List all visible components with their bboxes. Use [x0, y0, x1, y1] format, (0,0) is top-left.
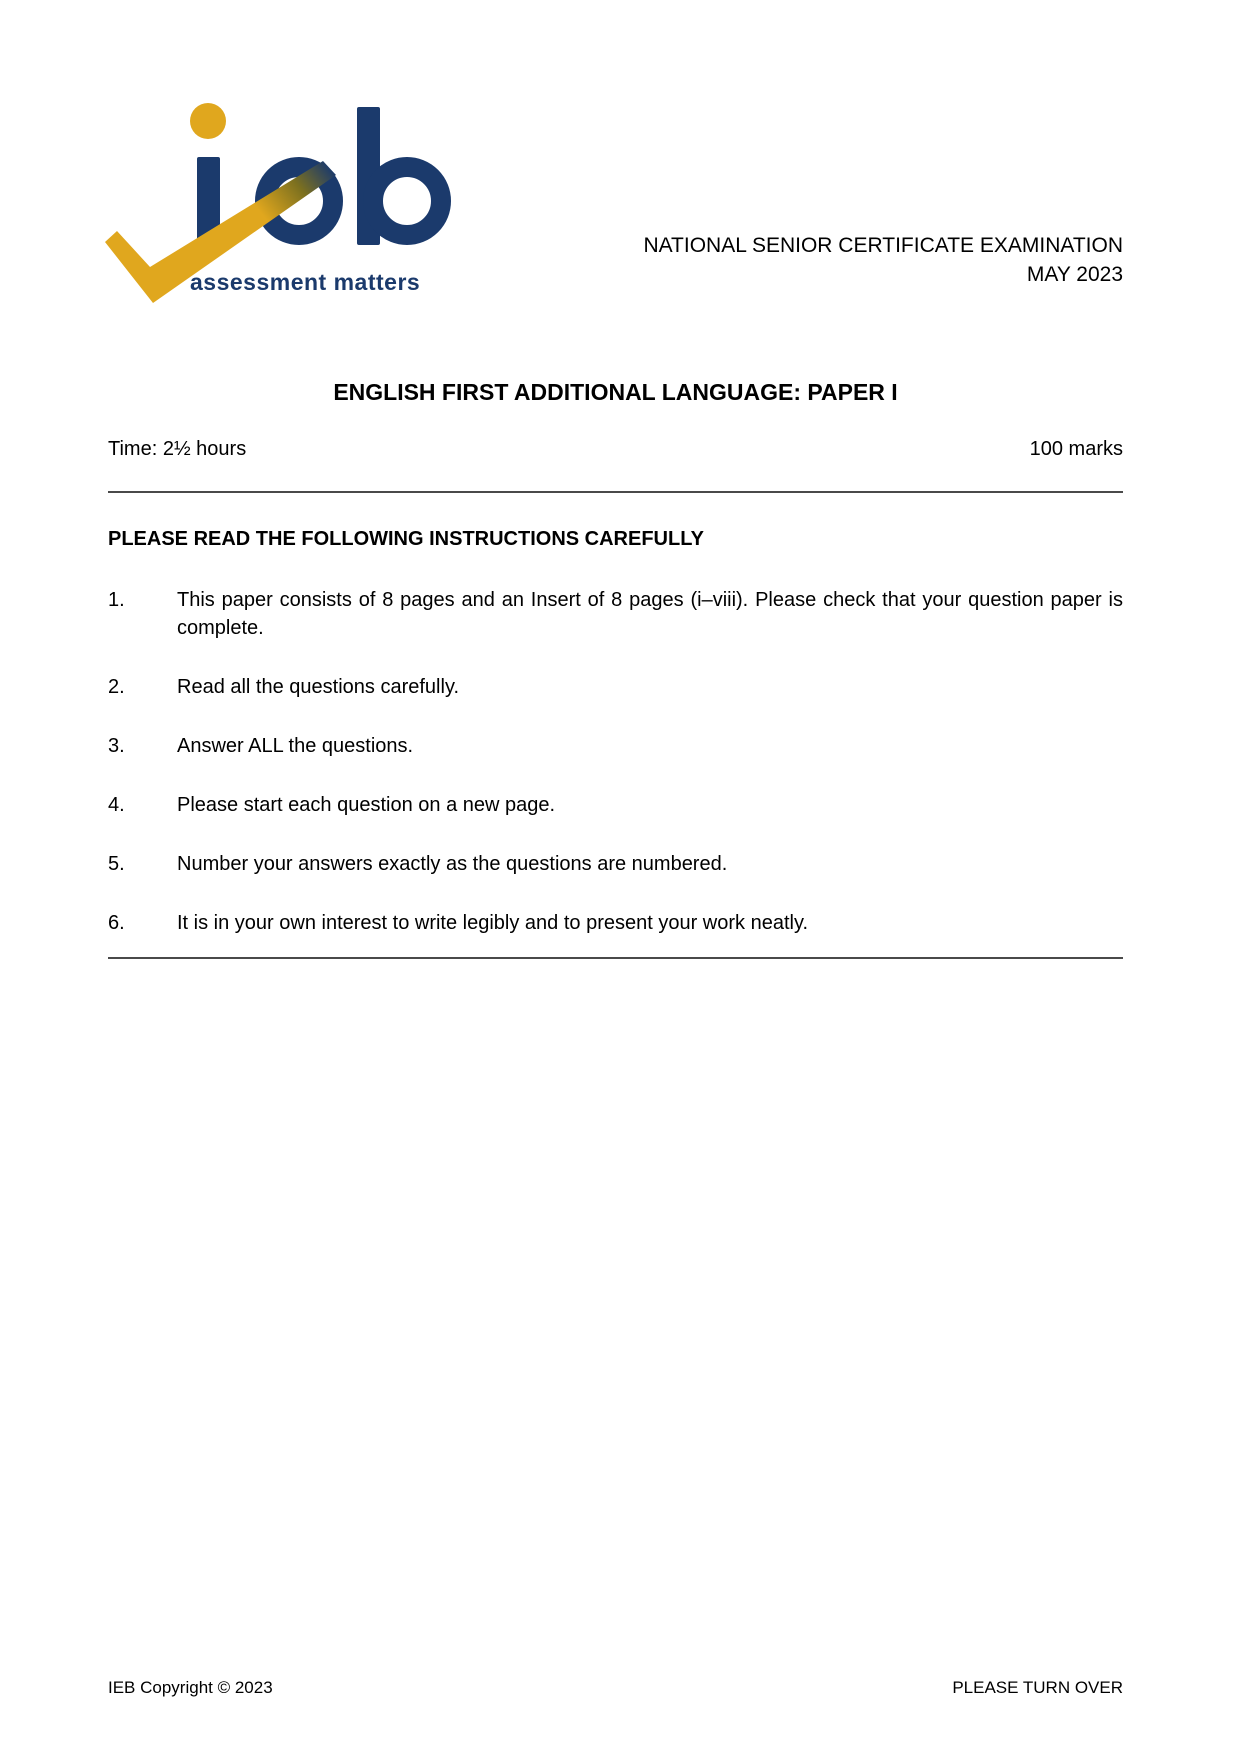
logo-i-dot: [190, 103, 226, 139]
exam-header-line2: MAY 2023: [1026, 263, 1123, 286]
instruction-item: [108, 791, 1123, 819]
instruction-number: 5.: [108, 853, 125, 875]
instruction-number: 2.: [108, 676, 125, 698]
exam-header: [643, 231, 1123, 289]
instruction-number: 6.: [108, 912, 125, 934]
page-footer: [108, 1678, 1123, 1698]
time-allowed: Time: 2½ hours: [108, 438, 247, 460]
instruction-number: 1.: [108, 589, 125, 611]
instruction-text: It is in your own interest to write legibly and to present your work neatly.: [177, 912, 809, 934]
instruction-text: Read all the questions carefully.: [177, 676, 460, 698]
exam-header-line1: NATIONAL SENIOR CERTIFICATE EXAMINATION: [643, 234, 1123, 257]
ieb-logo-graphic: [95, 85, 455, 315]
instructions-list: [108, 586, 1123, 968]
paper-title: ENGLISH FIRST ADDITIONAL LANGUAGE: PAPER I: [333, 379, 898, 405]
instruction-item: [108, 732, 1123, 760]
instruction-number: 4.: [108, 794, 125, 816]
logo-tagline: assessment matters: [190, 269, 421, 295]
ieb-logo: [95, 85, 455, 315]
instruction-text: Answer ALL the questions.: [177, 735, 414, 757]
copyright-notice: IEB Copyright © 2023: [108, 1678, 273, 1697]
instructions-heading: PLEASE READ THE FOLLOWING INSTRUCTIONS CAREFULLY: [108, 528, 704, 550]
total-marks: 100 marks: [1029, 438, 1123, 460]
meta-row: [108, 438, 1123, 461]
divider-bottom: [108, 957, 1123, 959]
instruction-text: Number your answers exactly as the questions are numbered.: [177, 853, 728, 875]
instruction-item: [108, 909, 1123, 937]
instruction-item: [108, 850, 1123, 878]
divider-top: [108, 491, 1123, 493]
instruction-item: [108, 673, 1123, 701]
instruction-text: Please start each question on a new page.: [177, 794, 556, 816]
instruction-number: 3.: [108, 735, 125, 757]
instruction-item: [108, 586, 1123, 642]
turn-over-notice: PLEASE TURN OVER: [952, 1678, 1123, 1697]
instruction-text: This paper consists of 8 pages and an Insert of 8 pages (i–viii). Please check that your question paper is complete.: [177, 589, 1123, 639]
